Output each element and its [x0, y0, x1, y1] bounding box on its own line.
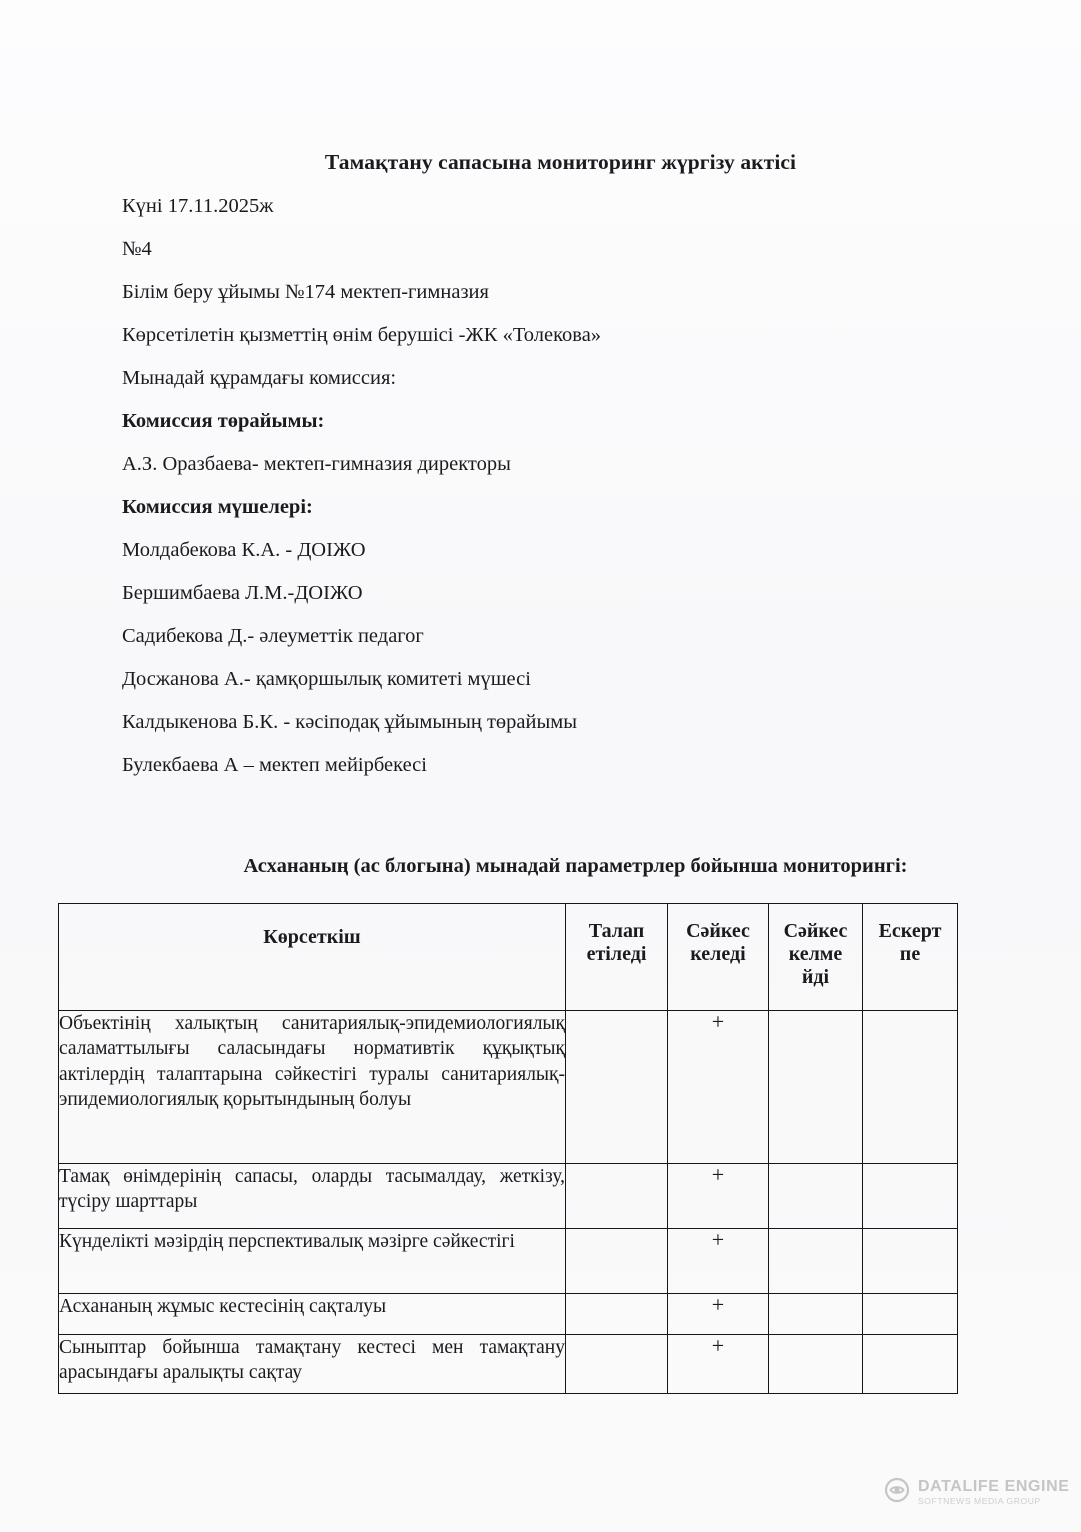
table-header-conforms: Сәйкес келеді	[668, 904, 769, 1011]
meta-line-commission-intro: Мынадай құрамдағы комиссия:	[122, 367, 397, 389]
meta-line-member-5: Калдыкенова Б.К. - кәсіподақ ұйымының төрайымы	[122, 711, 578, 733]
datalife-eye-logo-icon	[884, 1477, 910, 1508]
meta-line-organization: Білім беру ұйымы №174 мектеп-гимназия	[122, 281, 489, 303]
row-conforms: +	[668, 1011, 769, 1164]
row-indicator: Тамақ өнімдерінің сапасы, оларды тасымалдау, жеткізу, түсіру шарттары	[59, 1164, 566, 1229]
document-meta-block	[122, 196, 942, 798]
watermark	[884, 1477, 1070, 1508]
meta-line-members-label: Комиссия мүшелері:	[122, 496, 313, 518]
row-not-conforms	[769, 1164, 863, 1229]
meta-line-number: №4	[122, 238, 152, 260]
meta-line-member-3: Садибекова Д.- әлеуметтік педагог	[122, 625, 424, 647]
table-header-not-conforms: Сәйкес келме йді	[769, 904, 863, 1011]
row-conforms: +	[668, 1294, 769, 1335]
row-indicator: Асхананың жұмыс кестесінің сақталуы	[59, 1294, 566, 1335]
table-row	[59, 1335, 958, 1394]
table-row	[59, 1164, 958, 1229]
row-not-conforms	[769, 1335, 863, 1394]
row-note	[863, 1011, 958, 1164]
page-title: Тамақтану сапасына мониторинг жүргізу актісі	[324, 150, 797, 174]
table-header-indicator: Көрсеткіш	[59, 904, 566, 1011]
meta-line-chairperson-name: А.З. Оразбаева- мектеп-гимназия директоры	[122, 453, 511, 475]
row-note	[863, 1294, 958, 1335]
meta-line-member-6: Булекбаева А – мектеп мейірбекесі	[122, 754, 427, 776]
meta-line-chairperson-label: Комиссия төрайымы:	[122, 410, 325, 432]
row-not-conforms	[769, 1229, 863, 1294]
watermark-subtitle: SOFTNEWS MEDIA GROUP	[918, 1496, 1041, 1507]
row-required	[566, 1011, 668, 1164]
meta-line-member-2: Бершимбаева Л.М.-ДОІЖО	[122, 582, 363, 604]
meta-line-service-provider: Көрсетілетін қызметтің өнім берушісі -ЖК «Толекова»	[122, 324, 602, 346]
row-required	[566, 1335, 668, 1394]
row-indicator: Сыныптар бойынша тамақтану кестесі мен тамақтану арасындағы аралықты сақтау	[59, 1335, 566, 1394]
meta-line-member-1: Молдабекова К.А. - ДОІЖО	[122, 539, 366, 561]
row-not-conforms	[769, 1011, 863, 1164]
table-header-row	[59, 904, 958, 1011]
table-header-note: Ескерт пе	[863, 904, 958, 1011]
watermark-text	[918, 1479, 1070, 1506]
meta-line-date: Күні 17.11.2025ж	[122, 195, 274, 217]
row-required	[566, 1229, 668, 1294]
row-note	[863, 1164, 958, 1229]
table-row	[59, 1229, 958, 1294]
row-indicator: Күнделікті мәзірдің перспективалық мәзірге сәйкестігі	[59, 1229, 566, 1294]
table-header-required: Талап етіледі	[566, 904, 668, 1011]
row-conforms: +	[668, 1229, 769, 1294]
watermark-title: DATALIFE ENGINE	[918, 1478, 1070, 1496]
table-row	[59, 1294, 958, 1335]
row-required	[566, 1294, 668, 1335]
meta-line-member-4: Досжанова А.- қамқоршылық комитеті мүшесі	[122, 668, 531, 690]
table-row	[59, 1011, 958, 1164]
row-note	[863, 1229, 958, 1294]
row-required	[566, 1164, 668, 1229]
row-note	[863, 1335, 958, 1394]
row-not-conforms	[769, 1294, 863, 1335]
row-conforms: +	[668, 1335, 769, 1394]
row-conforms: +	[668, 1164, 769, 1229]
monitoring-table	[58, 903, 958, 1394]
monitoring-section-heading: Асхананың (ас блогына) мынадай параметрлер бойынша мониторингі:	[243, 855, 908, 877]
row-indicator: Объектінің халықтың санитариялық-эпидемиологиялық саламаттылығы саласындағы нормативтік құқықтық актілердің талаптарына сәйкестігі туралы санитариялық-эпидемиологиялық қорытындының болуы	[59, 1011, 566, 1164]
